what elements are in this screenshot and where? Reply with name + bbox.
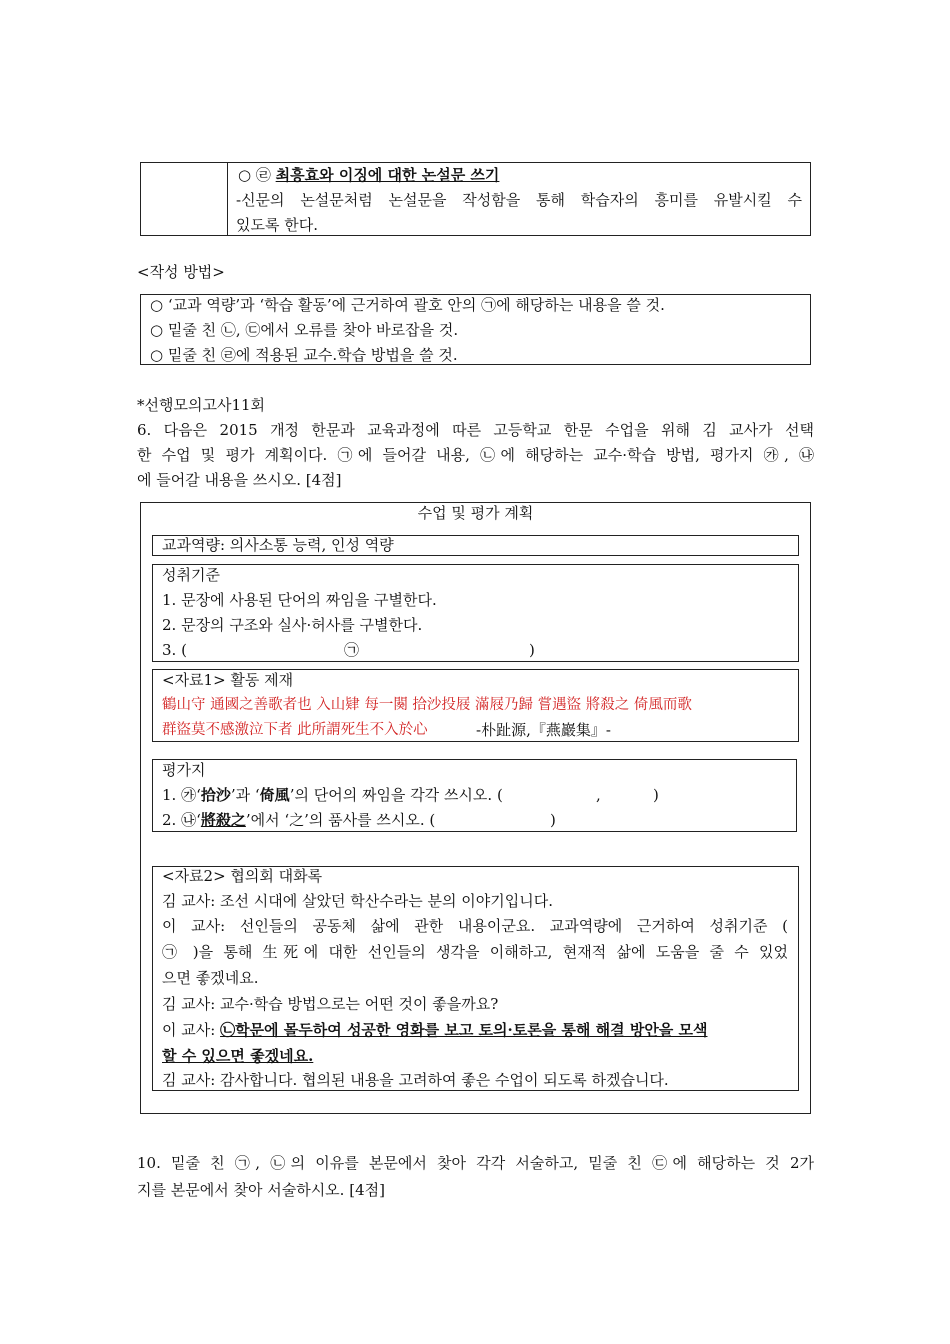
eval1-word2: 倚風 [259,786,290,804]
dialog-underlined-1: ㉡학문에 몰두하여 성공한 영화를 보고 토의·토론을 통해 해결 방안을 모색 [220,1021,708,1039]
eval1-close: ) [653,786,659,804]
material1-source: -朴趾源,『燕巖集』- [476,721,611,739]
standard-3-blank: ㉠ [344,641,360,659]
evaluation-item-1: 1. ㉮‘拾沙’과 ‘倚風’의 단어의 짜임을 각각 쓰시오. ( [162,786,503,804]
competency-text: 교과역량: 의사소통 능력, 인성 역량 [162,536,394,554]
dialog-line-3: ㉠ )을 통해 生死에 대한 선인들의 생각을 이해하고, 현재적 삶에 도움을 줄 수 있었 [162,943,788,961]
dialog-line-8: 김 교사: 감사합니다. 협의된 내용을 고려하여 좋은 수업이 되도록 하겠습니다. [162,1071,669,1089]
top-table-heading [238,162,499,188]
standards-title: 성취기준 [162,566,220,584]
plan-title: 수업 및 평가 계획 [417,504,534,522]
top-table-divider [227,162,228,236]
eval2-close: ) [550,811,556,829]
method-item-2: ○ 밑줄 친 ㉡, ㉢에서 오류를 찾아 바로잡을 것. [150,321,459,339]
standard-1: 1. 문장에 사용된 단어의 짜임을 구별한다. [162,591,437,609]
question10-line1: 10. 밑줄 친 ㉠, ㉡의 이유를 본문에서 찾아 각각 서술하고, 밑줄 친 ㉢에 해당하는 것 2가 [137,1154,814,1172]
method-item-1: ○ ‘교과 역량’과 ‘학습 활동’에 근거하여 괄호 안의 ㉠에 해당하는 내용을 쓸 것. [150,296,665,314]
standard-2: 2. 문장의 구조와 실사·허사를 구별한다. [162,616,423,634]
dialog-line-4: 으면 좋겠네요. [162,969,259,987]
material1-title: <자료1> 활동 제재 [162,671,294,689]
eval1-word1: 拾沙 [200,786,231,804]
material2-title: <자료2> 협의회 대화록 [162,867,323,885]
question6-line2: 한 수업 및 평가 계획이다. ㉠에 들어갈 내용, ㉡에 해당하는 교수·학습 방법, 평가지 ㉮, ㉯ [137,446,814,464]
source-note: *선행모의고사11회 [137,396,266,414]
top-table-desc-1: -신문의 논설문처럼 논설문을 작성함을 통해 학습자의 흥미를 유발시킬 수 [236,191,802,209]
material1-text-2: 群盜莫不感激泣下者 此所謂死生不入於心 [162,722,428,738]
dialog-line-6: 이 교사: ㉡학문에 몰두하여 성공한 영화를 보고 토의·토론을 통해 해결 방안을 모색 [162,1021,708,1039]
top-table-desc-2: 있도록 한다. [236,216,318,234]
heading-prefix: ○ ㉣ [238,166,271,184]
eval2-word: 將殺之 [200,811,246,829]
dialog-line-7: 할 수 있으면 좋겠네요. [162,1047,314,1065]
question6-line1: 6. 다음은 2015 개정 한문과 교육과정에 따른 고등학교 한문 수업을 위해 김 교사가 선택 [137,421,814,439]
method-item-3: ○ 밑줄 친 ㉣에 적용된 교수.학습 방법을 쓸 것. [150,346,458,364]
dialog-line-1: 김 교사: 조선 시대에 살았던 학산수라는 분의 이야기입니다. [162,892,553,910]
evaluation-item-2: 2. ㉯‘將殺之’에서 ‘之’의 품사를 쓰시오. ( [162,811,436,829]
dialog-line-5: 김 교사: 교수·학습 방법으로는 어떤 것이 좋을까요? [162,995,499,1013]
material1-text-1: 鶴山守 通國之善歌者也 入山肄 每一闋 拾沙投屐 滿屐乃歸 嘗遇盜 將殺之 倚風而歌 [162,697,692,713]
question6-line3: 에 들어갈 내용을 쓰시오. [4점] [137,471,342,489]
standard-3-prefix: 3. ( [162,641,187,659]
method-title: <작성 방법> [137,263,225,281]
evaluation-title: 평가지 [162,761,206,779]
eval1-comma: , [596,786,601,804]
heading-text: 최흥효와 이징에 대한 논설문 쓰기 [275,166,500,184]
dialog-line-2: 이 교사: 선인들의 공동체 삶에 관한 내용이군요. 교과역량에 근거하여 성취기준 ( [162,917,788,935]
standard-3-suffix: ) [529,641,535,659]
question10-line2: 지를 본문에서 찾아 서술하시오. [4점] [137,1181,385,1199]
